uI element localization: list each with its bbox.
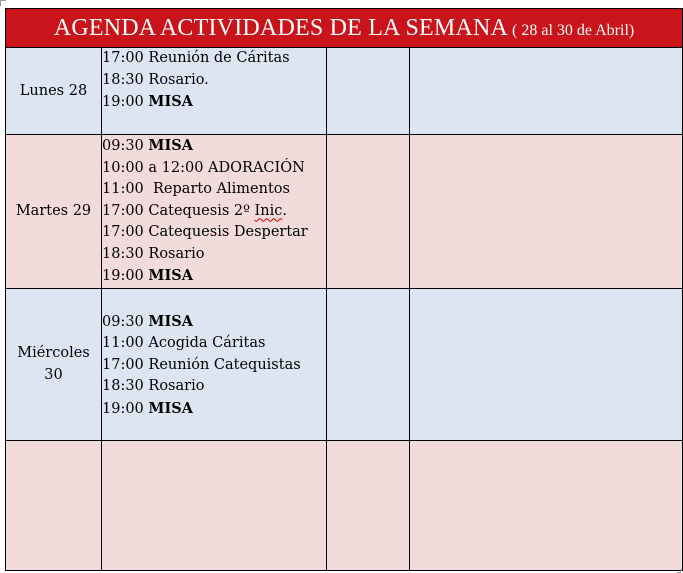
activity-item: 18:30 Rosario. [102,71,209,88]
page-title: AGENDA ACTIVIDADES DE LA SEMANA [53,14,509,41]
activities-cell [102,135,327,289]
empty-cell [410,440,683,570]
activity-item: 18:30 Rosario [102,378,205,394]
activity-item: 18:30 Rosario [102,245,205,262]
activity-item: 17:00 Catequesis Despertar [102,224,308,240]
header-row [6,9,683,48]
activity-item: 19:00 MISA [102,93,193,110]
empty-cell [327,135,410,289]
corner-crop-mark [0,0,6,6]
empty-cell [327,288,410,440]
activity-item: 11:00 Reparto Alimentos [102,181,290,197]
activity-item: 09:30 MISA [102,312,193,330]
agenda-table [5,8,683,571]
corner-crop-mark [677,569,681,573]
day-row-wednesday [6,288,683,440]
day-label-text: Miércoles [17,345,90,361]
agenda-title [6,9,683,48]
empty-cell [102,440,327,570]
day-label [6,288,102,440]
activity-item: 11:00 Acogida Cáritas [102,335,266,351]
day-label-number: 30 [44,367,63,383]
activities-cell [102,288,327,440]
activity-item: 09:30 MISA [102,137,193,154]
activity-item: 10:00 a 12:00 ADORACIÓN [102,159,305,176]
spellcheck-underline: Inic [254,202,283,219]
empty-cell [410,135,683,289]
day-row-monday [6,48,683,135]
activities-cell [102,48,327,135]
activity-item: 19:00 MISA [102,267,193,284]
activity-item: 19:00 MISA [102,399,193,417]
empty-cell [327,440,410,570]
activity-item: 17:00 Reunión de Cáritas [102,50,290,66]
empty-cell [410,48,683,135]
empty-cell [6,440,102,570]
day-label [6,135,102,289]
day-label-text: Martes 29 [15,203,92,220]
activity-item: 17:00 Reunión Catequistas [102,356,301,373]
date-range: ( 28 al 30 de Abril) [512,21,635,39]
day-label [6,48,102,135]
empty-row [6,440,683,570]
empty-cell [410,288,683,440]
day-row-tuesday [6,135,683,289]
activity-item: 17:00 Catequesis 2º Inic. [102,202,287,219]
day-label-text: Lunes 28 [19,83,88,99]
empty-cell [327,48,410,135]
